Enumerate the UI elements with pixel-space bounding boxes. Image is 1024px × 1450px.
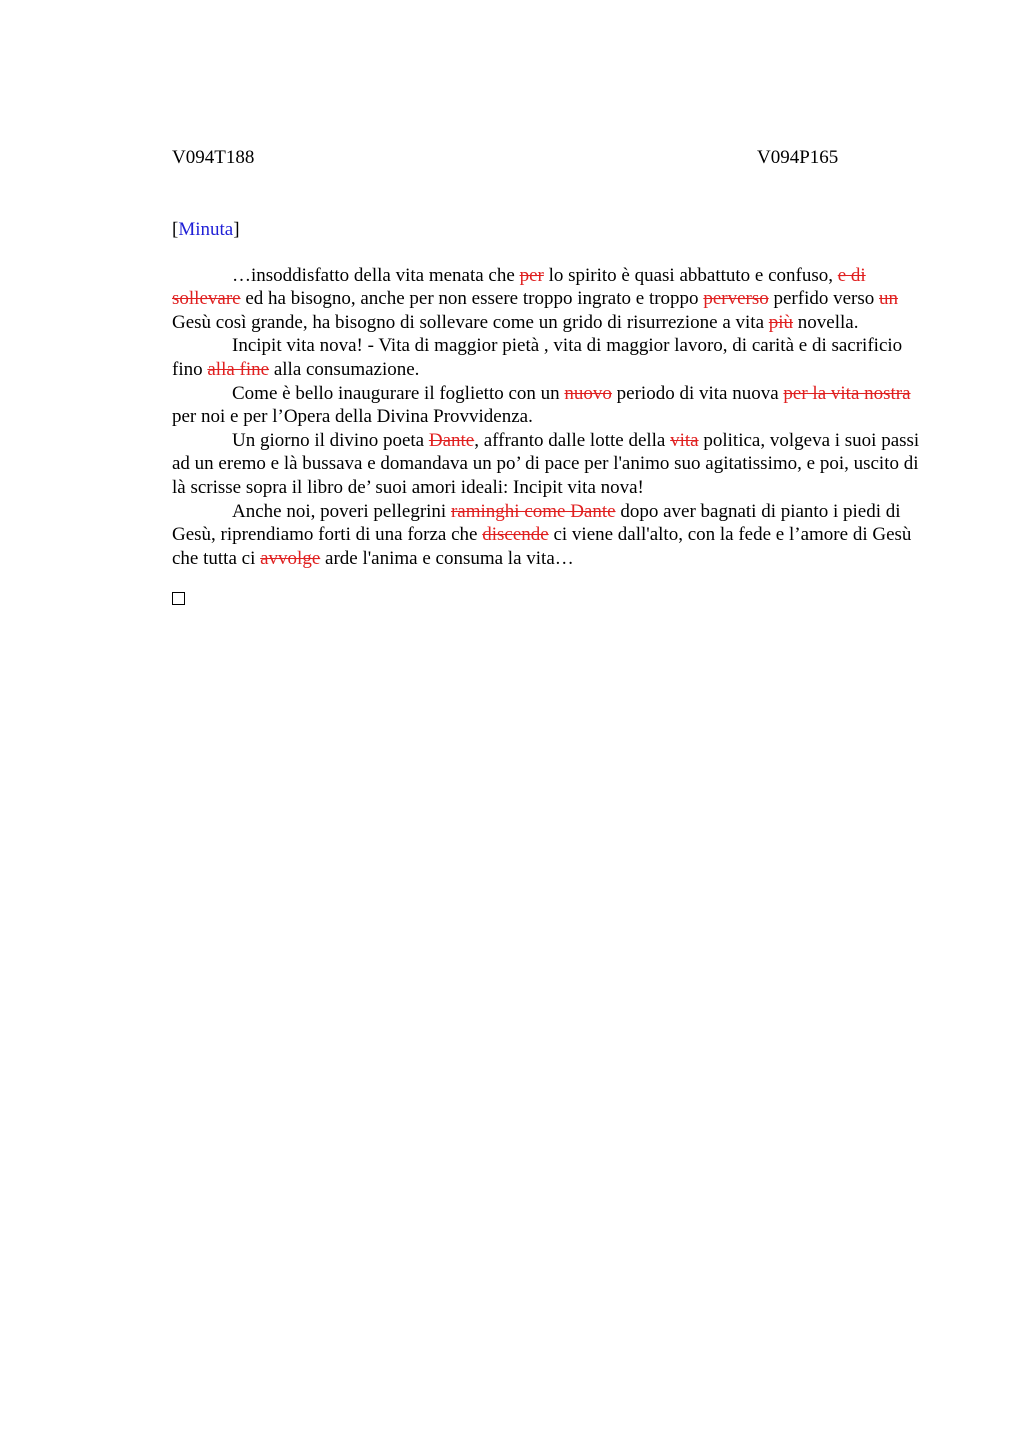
text-segment: perfido verso [768,288,880,310]
bracket-open: [ [172,219,179,240]
text-segment: lo spirito è quasi abbattuto e confuso, [543,264,838,286]
reference-row [172,146,924,170]
square-outline-icon [172,592,185,605]
text-segment: politica, volgeva i suoi passi ad un eremo e là bussava e domandava un po’ di pace per l'animo suo agitatissimo, e poi, uscito di là scrisse sopra il libro de’ suoi amori ideali: Incipit vita nova! [172,429,920,498]
text-segment: arde l'anima e consuma la vita… [320,547,574,569]
page-code: V094P165 [757,147,839,168]
text-segment: Un giorno il divino poeta [232,429,429,451]
document-code: V094T188 [172,147,255,168]
deleted-text: per [519,264,544,286]
deleted-text: un [879,288,899,310]
deleted-text: più [768,311,794,333]
section-label-text: Minuta [178,219,234,240]
text-segment: per noi e per l’Opera della Divina Provvidenza. [172,406,533,428]
text-segment: alla consumazione. [269,358,420,380]
paragraph [172,334,924,381]
deleted-text: avvolge [260,547,321,569]
text-segment: …insoddisfatto della vita menata che [232,264,520,286]
deleted-text: e di sollevare [172,264,866,310]
paragraph [172,382,924,429]
text-segment: Gesù così grande, ha bisogno di sollevare come un grido di risurrezione a vita [172,311,769,333]
text-segment: novella. [793,311,859,333]
deleted-text: discende [482,524,549,546]
paragraph [172,264,924,335]
deleted-text: alla fine [207,358,270,380]
paragraph [172,500,924,571]
deleted-text: Dante [428,429,475,451]
bracket-close: ] [233,219,240,240]
text-segment: periodo di vita nuova [611,382,784,404]
deleted-text: vita [670,429,699,451]
deleted-text: raminghi come Dante [450,500,616,522]
text-segment: ed ha bisogno, anche per non essere troppo ingrato e troppo [240,288,704,310]
text-segment: Come è bello inaugurare il foglietto con un [232,382,565,404]
text-segment: Incipit vita nova! - Vita di maggior pietà , vita di maggior lavoro, di carità e di sacrificio fino [172,335,903,380]
paragraph [172,429,924,500]
text-segment: dopo aver bagnati di pianto i piedi di Gesù, riprendiamo forti di una forza che [172,500,901,546]
document-page [172,146,924,605]
deleted-text: nuovo [564,382,612,404]
text-segment: , affranto dalle lotte della [474,429,671,451]
section-label [172,218,924,242]
body-text [172,264,924,571]
deleted-text: perverso [703,288,769,310]
text-segment: Anche noi, poveri pellegrini [232,500,451,522]
text-segment: ci viene dall'alto, con la fede e l’amore di Gesù che tutta ci [172,524,912,569]
deleted-text: per la vita nostra [783,382,911,404]
